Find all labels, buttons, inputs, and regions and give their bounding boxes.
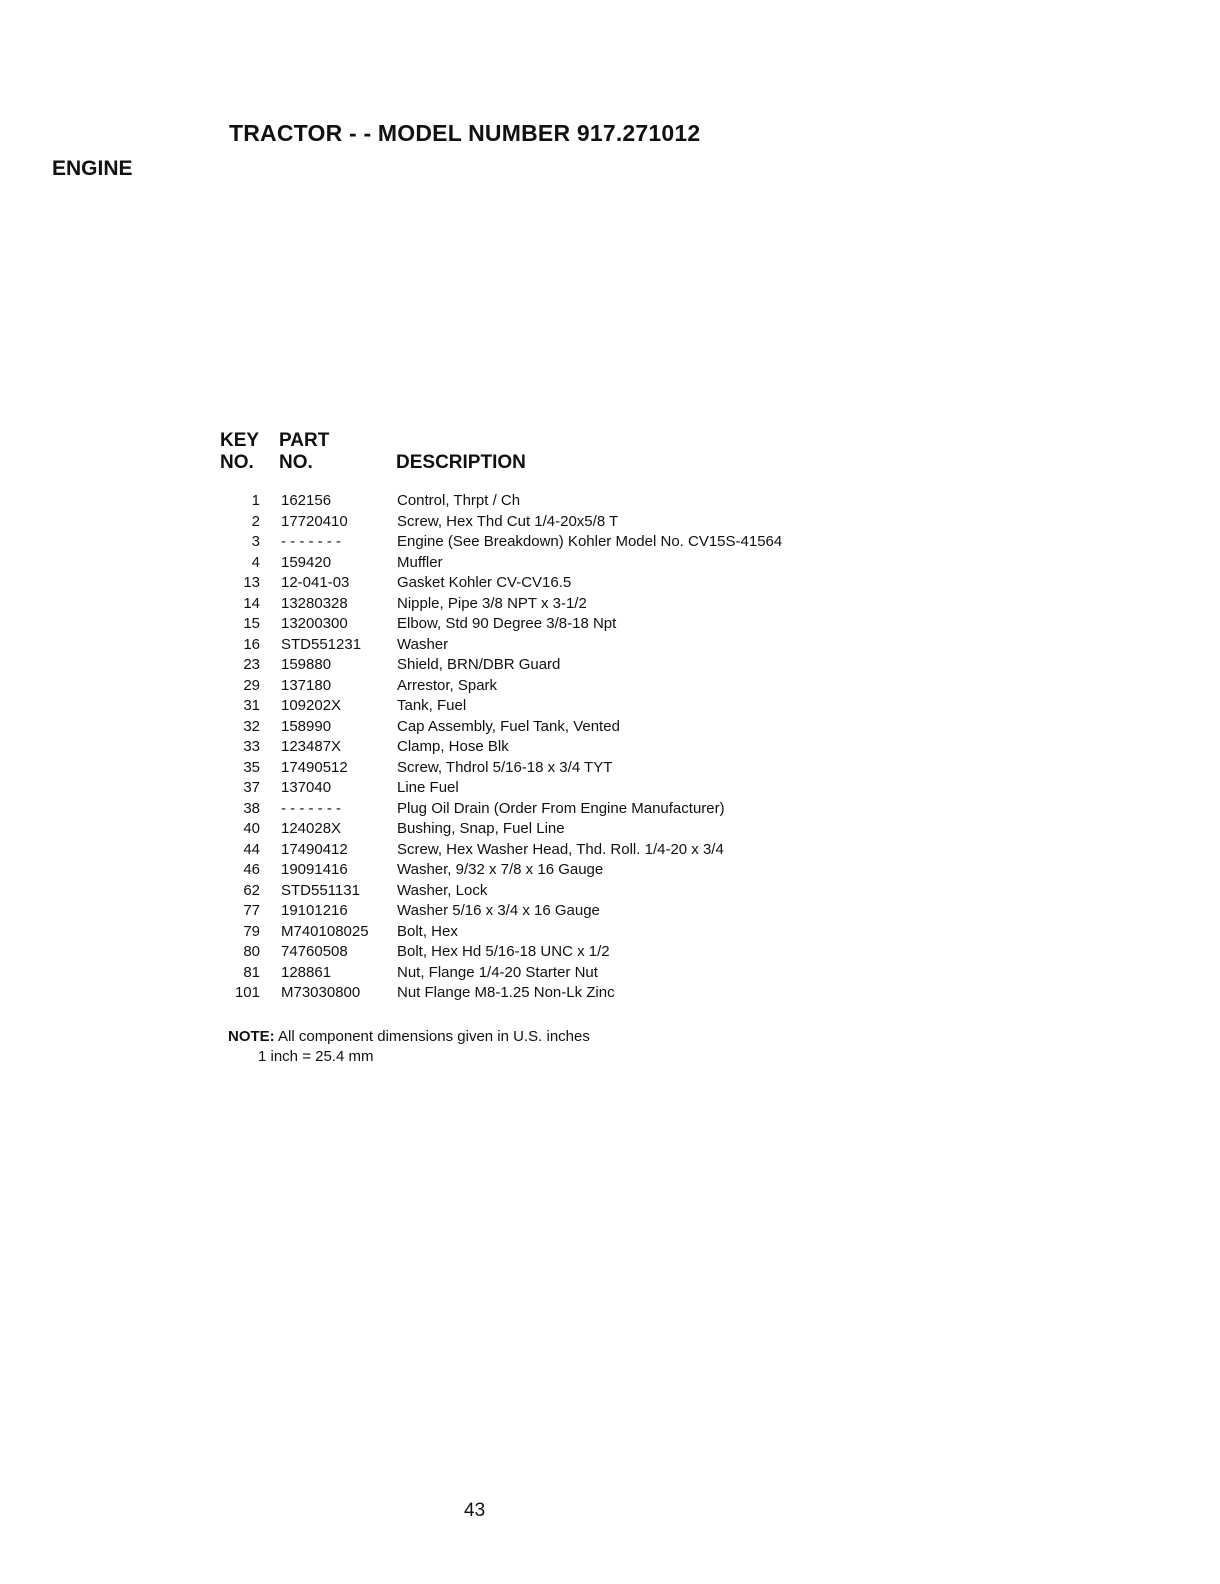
part-description: Shield, BRN/DBR Guard [397, 656, 561, 673]
part-description: Clamp, Hose Blk [397, 738, 509, 755]
section-title: ENGINE [52, 157, 133, 180]
part-key-no: 37 [243, 779, 260, 796]
part-row [0, 901, 1220, 922]
note-label: NOTE: [228, 1028, 275, 1045]
parts-list [0, 491, 1220, 1004]
part-row [0, 676, 1220, 697]
part-row [0, 860, 1220, 881]
part-no: 128861 [281, 963, 332, 981]
part-key-no: 2 [251, 512, 260, 530]
part-description: Tank, Fuel [397, 697, 467, 714]
part-no: 13200300 [281, 615, 348, 632]
part-key-no: 101 [234, 984, 260, 1001]
part-row [0, 819, 1220, 840]
part-key-no: 31 [243, 697, 260, 714]
part-key-no: 81 [243, 963, 260, 981]
part-description: Nut, Flange 1/4-20 Starter Nut [397, 963, 598, 981]
part-description: Gasket Kohler CV-CV16.5 [397, 574, 572, 591]
part-row [0, 778, 1220, 799]
part-no: 162156 [281, 492, 332, 509]
note-conversion: 1 inch = 25.4 mm [258, 1048, 374, 1065]
part-no: 13280328 [281, 594, 348, 612]
part-description: Control, Thrpt / Ch [397, 492, 521, 509]
part-key-no: 46 [243, 861, 260, 878]
part-row [0, 922, 1220, 943]
note-text: All component dimensions given in U.S. inches [274, 1028, 590, 1045]
part-key-no: 80 [243, 943, 260, 960]
part-no: 19091416 [281, 861, 348, 878]
part-description: Muffler [397, 553, 443, 571]
part-no: 123487X [281, 738, 342, 755]
part-row [0, 737, 1220, 758]
part-no: M740108025 [281, 922, 369, 940]
part-row [0, 942, 1220, 963]
part-key-no: 4 [251, 553, 260, 571]
part-description: Washer [397, 635, 449, 653]
part-key-no: 44 [243, 840, 260, 858]
part-description: Nut Flange M8-1.25 Non-Lk Zinc [397, 984, 615, 1001]
part-key-no: 79 [243, 922, 260, 940]
part-key-no: 35 [243, 758, 260, 776]
part-no: 19101216 [281, 902, 348, 919]
part-row [0, 881, 1220, 902]
part-no: 137180 [281, 676, 332, 694]
part-description: Bolt, Hex Hd 5/16-18 UNC x 1/2 [397, 943, 610, 960]
part-no: STD551231 [281, 635, 362, 653]
part-row [0, 512, 1220, 533]
part-description: Washer 5/16 x 3/4 x 16 Gauge [397, 902, 600, 919]
part-row [0, 717, 1220, 738]
part-key-no: 62 [243, 881, 260, 899]
part-description: Plug Oil Drain (Order From Engine Manufacturer) [397, 799, 725, 817]
part-no: - - - - - - - [281, 533, 341, 550]
part-row [0, 655, 1220, 676]
part-description: Engine (See Breakdown) Kohler Model No. CV15S-41564 [397, 533, 783, 550]
header-description: DESCRIPTION [396, 452, 526, 473]
part-no: 159420 [281, 553, 332, 571]
part-description: Bushing, Snap, Fuel Line [397, 820, 565, 837]
part-key-no: 23 [243, 656, 260, 673]
part-no: 17490512 [281, 758, 348, 776]
part-key-no: 14 [243, 594, 260, 612]
part-key-no: 16 [243, 635, 260, 653]
part-key-no: 15 [243, 615, 260, 632]
part-key-no: 77 [243, 902, 260, 919]
part-row [0, 553, 1220, 574]
part-description: Arrestor, Spark [397, 676, 498, 694]
part-row [0, 799, 1220, 820]
part-no: 158990 [281, 717, 332, 735]
part-no: - - - - - - - [281, 799, 341, 817]
part-row [0, 491, 1220, 512]
part-description: Bolt, Hex [397, 922, 458, 940]
part-key-no: 1 [251, 492, 260, 509]
header-part-line1: PART [279, 430, 330, 451]
part-description: Screw, Hex Washer Head, Thd. Roll. 1/4-20 x 3/4 [397, 840, 724, 858]
part-no: 159880 [281, 656, 332, 673]
part-row [0, 614, 1220, 635]
part-no: 124028X [281, 820, 342, 837]
part-no: M73030800 [281, 984, 361, 1001]
part-no: 17720410 [281, 512, 348, 530]
part-description: Washer, Lock [397, 881, 488, 899]
part-row [0, 635, 1220, 656]
part-key-no: 3 [251, 533, 260, 550]
part-no: 137040 [281, 779, 332, 796]
header-part-line2: NO. [279, 452, 313, 473]
part-description: Screw, Thdrol 5/16-18 x 3/4 TYT [397, 758, 613, 776]
part-description: Line Fuel [397, 779, 459, 796]
part-row [0, 963, 1220, 984]
header-key-line1: KEY [220, 430, 260, 451]
part-key-no: 38 [243, 799, 260, 817]
part-row [0, 696, 1220, 717]
part-description: Cap Assembly, Fuel Tank, Vented [397, 717, 620, 735]
part-key-no: 40 [243, 820, 260, 837]
note [228, 1027, 590, 1047]
part-description: Screw, Hex Thd Cut 1/4-20x5/8 T [397, 512, 619, 530]
part-no: 12-041-03 [281, 574, 350, 591]
part-no: STD551131 [281, 881, 360, 899]
part-row [0, 983, 1220, 1004]
part-key-no: 32 [243, 717, 260, 735]
part-row [0, 594, 1220, 615]
page-number: 43 [464, 1500, 486, 1521]
part-key-no: 13 [243, 574, 260, 591]
part-description: Nipple, Pipe 3/8 NPT x 3-1/2 [397, 594, 587, 612]
part-description: Washer, 9/32 x 7/8 x 16 Gauge [397, 861, 604, 878]
header-key-line2: NO. [220, 452, 254, 473]
part-description: Elbow, Std 90 Degree 3/8-18 Npt [397, 615, 617, 632]
part-no: 74760508 [281, 943, 348, 960]
part-no: 17490412 [281, 840, 348, 858]
part-row [0, 573, 1220, 594]
part-key-no: 29 [243, 676, 260, 694]
part-row [0, 532, 1220, 553]
part-row [0, 840, 1220, 861]
part-no: 109202X [281, 697, 342, 714]
page-title: TRACTOR - - MODEL NUMBER 917.271012 [229, 120, 701, 146]
part-key-no: 33 [243, 738, 260, 755]
part-row [0, 758, 1220, 779]
